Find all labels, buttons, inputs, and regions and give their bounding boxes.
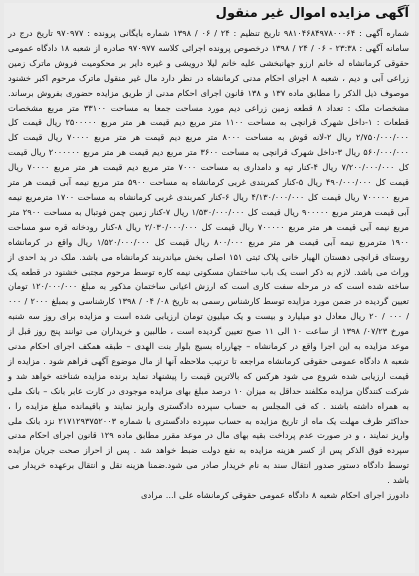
notice-body-container [4,25,415,503]
notice-signature: دادورز اجرای احکام شعبه ۸ دادگاه عمومی حقوقی کرمانشاه علی ا... مرادی [141,490,409,501]
notice-title: آگهی مزایده اموال غیر منقول [215,6,409,21]
notice-body: شماره آگهی : ۹۸۱۰۴۶۸۴۹۷۸۰۰۰۶۴ تاریخ تنظیم : ۲۴ / ۰۶ / ۱۳۹۸ شماره بایگانی پرونده : ۹۷۰۹۷۷ تاریخ درج در سامانه آگهی : ۲۳:۳۸ - ۰۶ / ۲۴ / ۱۳۹۸ درخصوص پرونده اجرائی کلاسه ۹۷۰۹۷۷ صادره از شعبه ۱۸ دادگاه عمومی حقوقی کرمانشاه له خانم ارزو جهانبخشی علیه خانم لیلا درویشی و غیره دایر بر محکومیت فروش ماترک زمین زراعی آبی و دیم ، شعبه ۸ اجرای احکام مدنی کرمانشاه در نظر دارد مال غیر منقول ماترک مرحوم اکبر خشنود موصوف ذیل الذکر را مطابق ماده ۱۳۷ و ۱۳۸ قانون اجرای احکام مدنی از طریق مزایده حضوری بفروش برساند. مشخصات ملک : تعداد ۸ قطعه زمین زراعی دیم مورد مساحت جمعا به مساحت ۳۳۱۰۰ متر مربع مشخصات قطعات : ۱-داخل شهرک قرانچی به مساحت ۱۱۰۰ متر مربع دیم قیمت هر متر مربع ۲۵۰۰۰۰۰ ریال قیمت کل ۲/۷۵۰/۰۰۰/۰۰۰ ریال ۲-لانه قوش به مساحت ۸۰۰۰ متر مربع دیم قیمت هر متر مربع ۷۰۰۰۰ ریال قیمت کل ۵۶۰/۰۰۰/۰۰۰ ریال ۳-داخل شهرک قرانچی به مساحت ۳۶۰۰ متر مربع دیم قیمت هر متر مربع ۲۰۰۰۰۰۰ ریال قیمت کل ۷/۲۰۰/۰۰۰/۰۰۰ ریال ۴-کنار تپه و دامداری به مساحت ۷۰۰۰ متر مربع دیم قیمت هر متر مربع ۷۰۰۰۰ ریال قیمت کل ۴۹۰/۰۰۰/۰۰۰ ریال ۵-کنار کمربندی غربی کرمانشاه به مساحت ۵۹۰۰ متر مربع نیمه آبی قیمت هر متر مربع ۷۰۰۰۰۰ ریال قیمت کل ۴/۱۳۰/۰۰۰/۰۰۰ ریال ۶-کنار کمربندی غربی کرمانشاه به مساحت ۱۷۰۰ مترمربع نیمه آبی قیمت هرمتر مربع ۹۰۰۰۰۰ ریال قیمت کل ۱/۵۳۰/۰۰۰/۰۰۰ ریال ۷-کنار زمین چمن فوتبال به مساحت ۲۹۰۰ متر مربع نیمه آبی قیمت هر متر مربع ۷۰۰۰۰۰ ریال قیمت کل ۲/۰۳۰/۰۰۰/۰۰۰ ریال ۸-کنار رودخانه قره سو مساحت ۱۹۰۰ مترمربع نیمه آبی قیمت هر متر مربع ۸۰۰/۰۰۰ ریال قیمت کل ۱/۵۲۰/۰۰۰/۰۰۰ ریال واقع در کرمانشاه روستای قرانچی دهستان الهیار خانی پلاک ثبتی ۱۵۱ اصلی بخش میاندربند کرمانشاه می باشد. ملک در ید احدی از وراث می باشد. لازم به ذکر است یک باب ساختمان مسکونی نیمه کاره توسط مرحوم مجتبی خشنود در قطعه یک ساخته شده است که در مرحله سفت کاری است که ارزش اعیانی ساختمان مذکور به مبلغ ۱۲۰/۰۰۰/۰۰۰ تومان تعیین گردیده در ضمن مورد مزایده توسط کارشناس رسمی به تاریخ ۰۸/ ۰۴ / ۱۳۹۸ کارشناسی و بمبلغ ۲۰۰۰ / ۰۰۰ / ۰۰۰ / ۲۰ ریال معادل دو میلیارد و بیست و یک میلیون تومان ارزیابی شده است و مزایده برای روز سه شنبه مورخ ۰۷/۲۳/ ۱۳۹۸ از ساعت ۱۰ الی ۱۱ صبح تعیین گردیده است ، طالبین و خریداران می توانند پنج روز قبل از موعد مزایده به این اجرا واقع در کرمانشاه – چهارراه بسیج بلوار بنت الهدی – طبقه همکف اجرای احکام مدنی شعبه ۸ دادگاه عمومی حقوقی کرمانشاه مراجعه تا ترتیب ملاحظه آنها از مال موضوع آگهی فراهم شود . مزایده از قیمت ارزیابی شده شروع می شود هرکس که بالاترین قیمت را پیشنهاد نماید برنده مزایده شناخته خواهد شد و شرکت کنندگان مزایده مکلفند حداقل به میزان ۱۰ درصد مبلغ بهای مزایده موجودی در کارت عابر بانک – بانک ملی به همراه داشته باشند . که فی المجلس به حساب سپرده دادگستری واریز نمایند و باقیمانده مبلغ مزایده را ، حداکثر ظرف مهلت یک ماه از تاریخ مزایده به حساب سپرده دادگستری با شماره ۲۱۷۱۲۹۳۷۵۲۰۰۳ نزد بانک ملی واریز نمایند ، و در صورت عدم پرداخت بقیه بهای مال در موعد مقرر مطابق ماده ۱۲۹ قانون اجرای احکام مدنی سپرده فوق الذکر پس از کسر هزینه مزایده به نفع دولت ضبط خواهد شد . پس از احراز صحت جریان مزایده توسط دادگاه دستور صدور انتقال سند به نام خریدار صادر می شود.ضمنا هزینه نقل و انتقال برعهده خریدار می باشد . [8,28,410,486]
auction-notice [4,3,415,573]
